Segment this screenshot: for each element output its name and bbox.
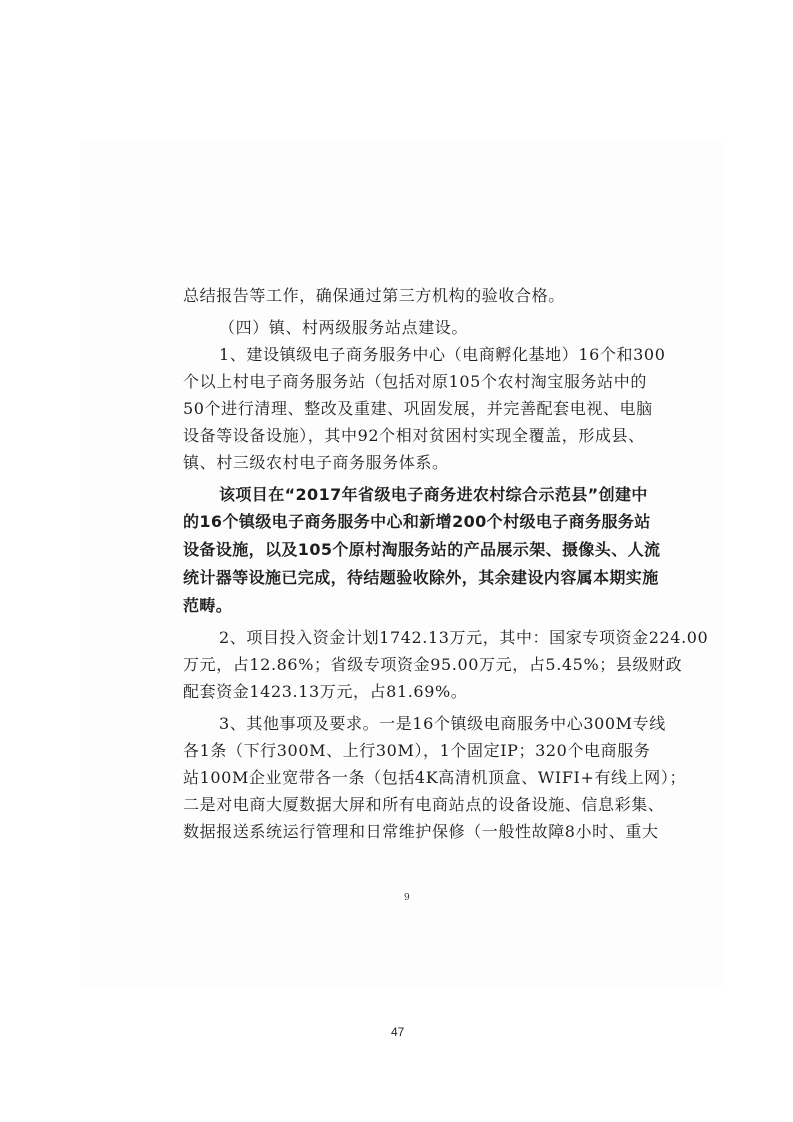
outer-page-number: 47 (391, 1025, 405, 1039)
text-line: 3、其他事项及要求。一是16个镇级电商服务中心300M专线 (219, 714, 666, 733)
text-line: 总结报告等工作，确保通过第三方机构的验收合格。 (183, 286, 565, 305)
scanned-page (82, 142, 722, 985)
inner-page-number: 9 (404, 893, 410, 903)
bold-text-line: 设备设施，以及105个原村淘服务站的产品展示架、摄像头、人流 (183, 540, 661, 559)
bold-text-line: 统计器等设施已完成，待结题验收除外，其余建设内容属本期实施 (183, 568, 659, 587)
text-line: 设备等设备设施），其中92个相对贫困村实现全覆盖，形成县、 (183, 426, 645, 445)
bold-text-line: 的16个镇级电子商务服务中心和新增200个村级电子商务服务站 (183, 512, 651, 531)
text-line: 站100M企业宽带各一条（包括4K高清机顶盒、WIFI+有线上网）； (183, 768, 687, 787)
text-line: 二是对电商大厦数据大屏和所有电商站点的设备设施、信息彩集、 (183, 795, 665, 814)
text-line: 镇、村三级农村电子商务服务体系。 (183, 453, 449, 472)
text-line: 2、项目投入资金计划1742.13万元，其中：国家专项资金224.00 (219, 628, 709, 647)
section-heading: （四）镇、村两级服务站点建设。 (219, 318, 469, 337)
text-line: 万元，占12.86%；省级专项资金95.00万元，占5.45%；县级财政 (183, 655, 683, 674)
bold-text-line: 该项目在“2017年省级电子商务进农村综合示范县”创建中 (219, 485, 648, 504)
text-line: 各1条（下行300M、上行30M），1个固定IP；320个电商服务 (183, 741, 651, 760)
text-line: 数据报送系统运行管理和日常维护保修（一般性故障8小时、重大 (183, 822, 659, 841)
bold-text-line: 范畴。 (183, 596, 233, 615)
text-line: 1、建设镇级电子商务服务中心（电商孵化基地）16个和300 (219, 345, 666, 364)
text-line: 50个进行清理、整改及重建、巩固发展，并完善配套电视、电脑 (183, 399, 653, 418)
text-line: 个以上村电子商务服务站（包括对原105个农村淘宝服务站中的 (183, 372, 647, 391)
text-line: 配套资金1423.13万元，占81.69%。 (183, 682, 468, 701)
